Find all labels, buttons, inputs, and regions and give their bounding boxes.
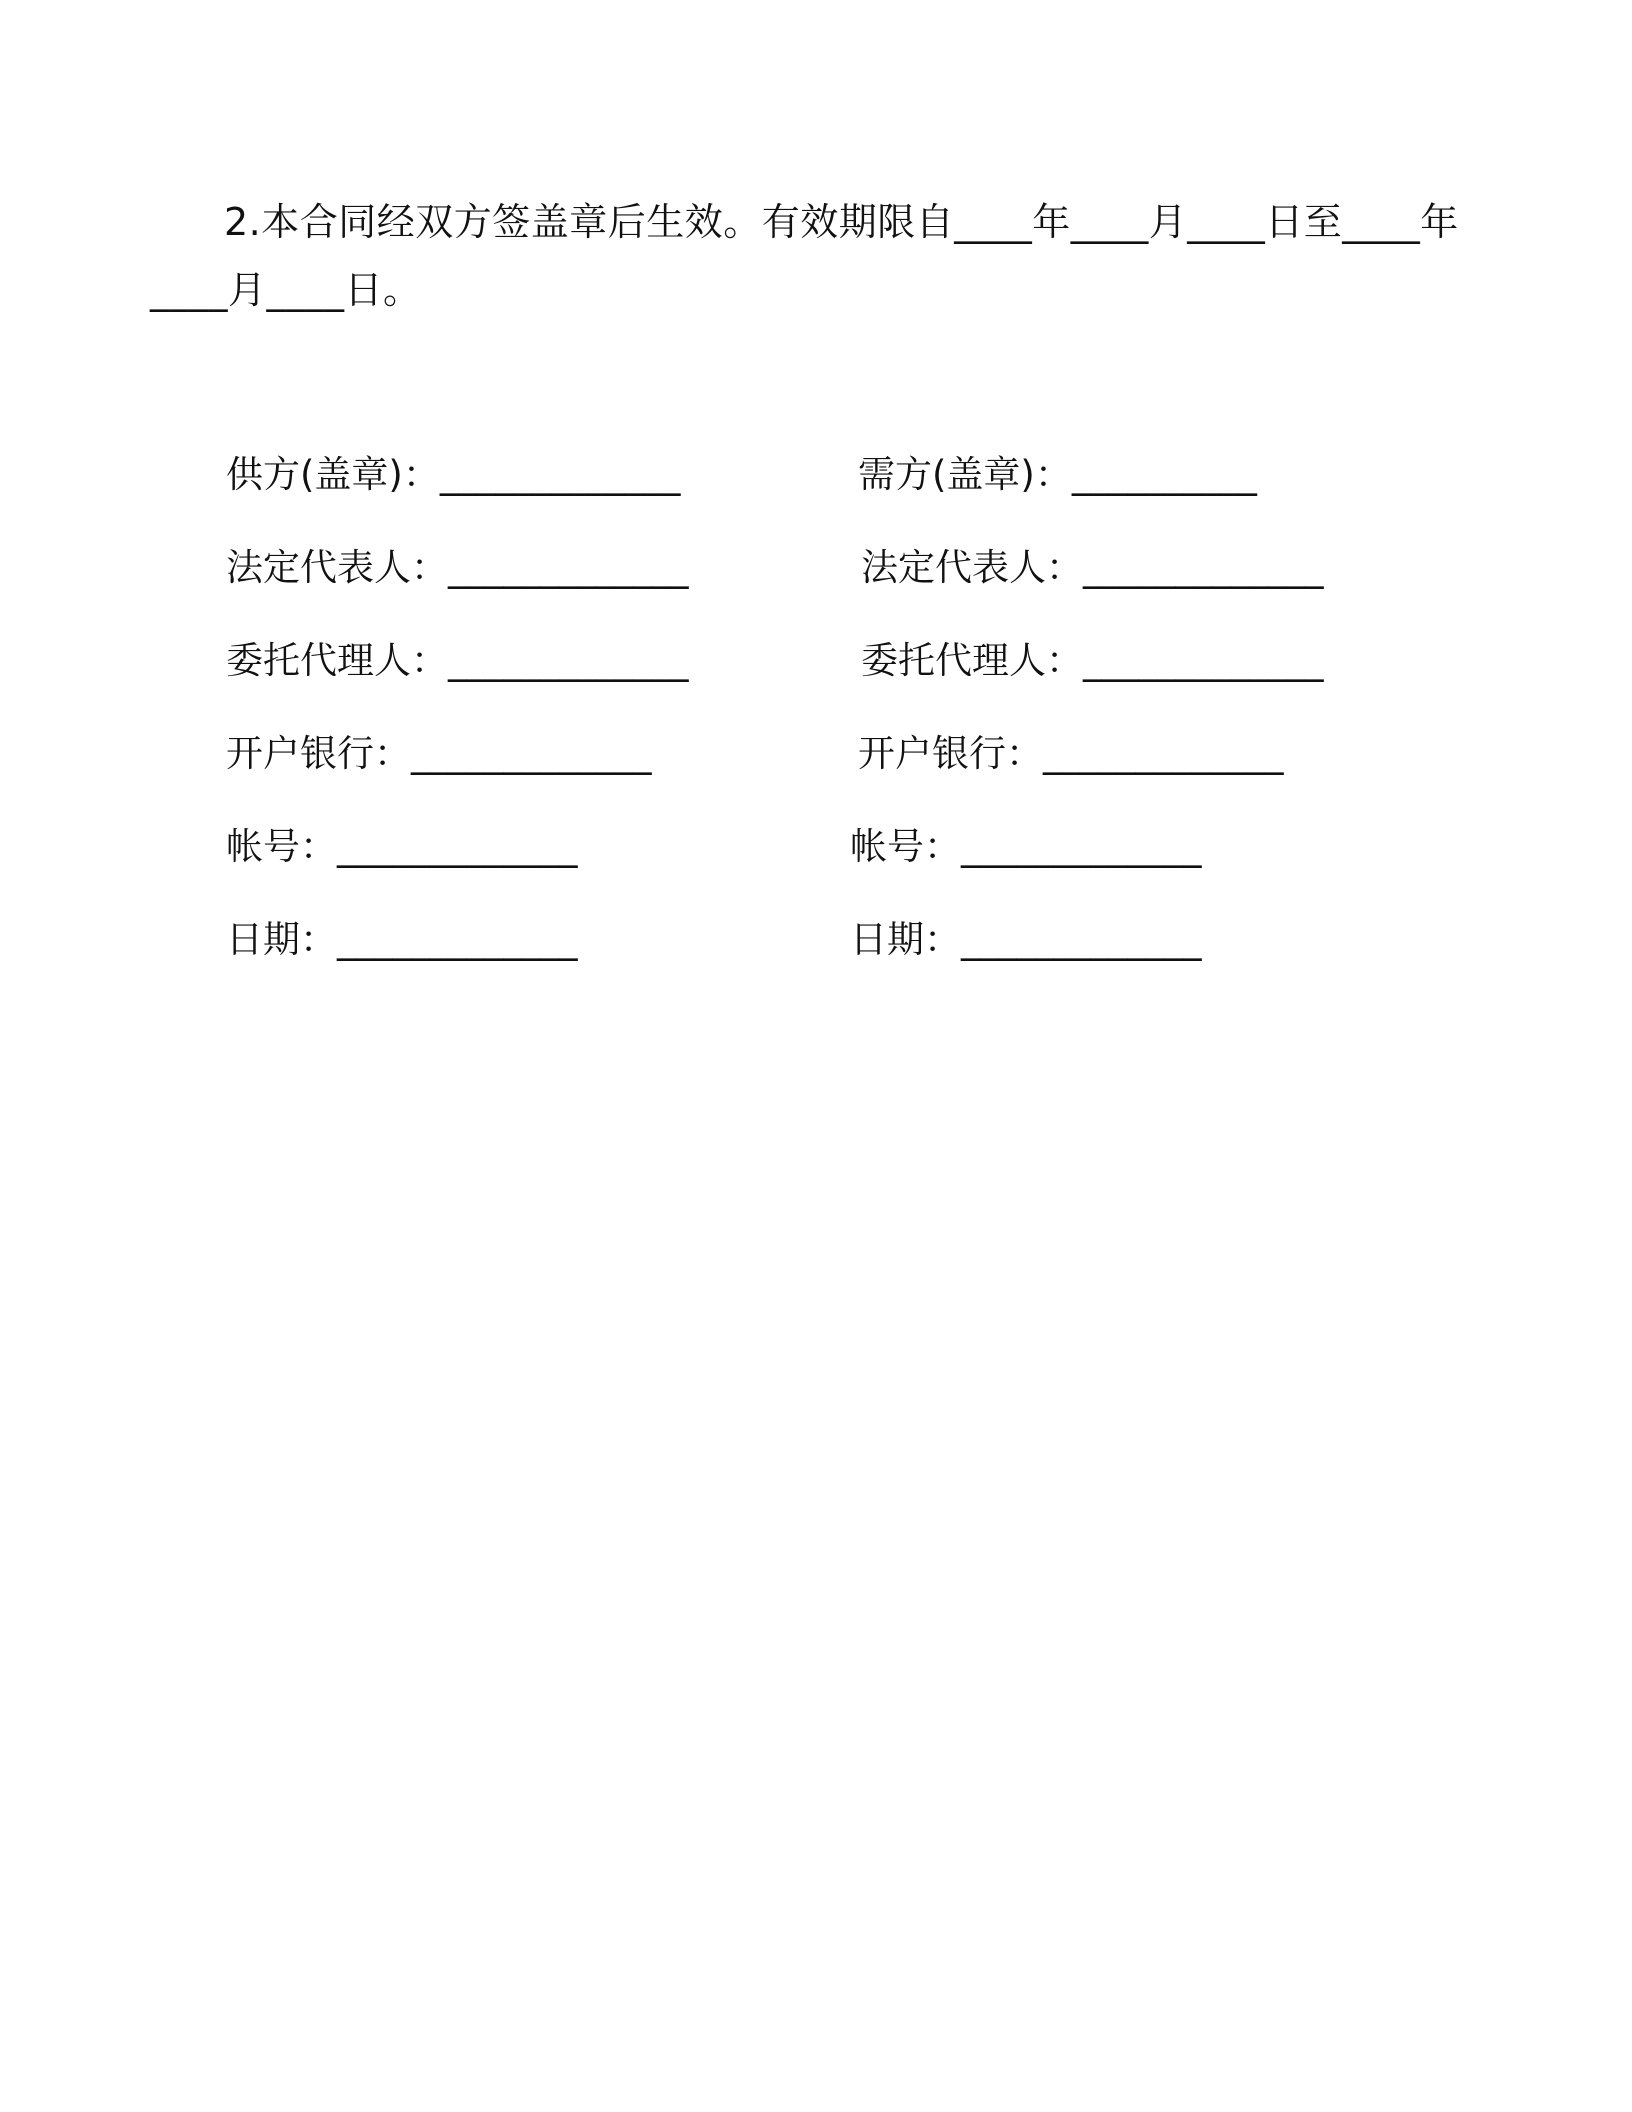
supplier-date-field: 日期：_____________ — [226, 918, 578, 961]
supplier-agent-field: 委托代理人：_____________ — [226, 639, 689, 682]
buyer-account-field: 帐号：_____________ — [850, 825, 1202, 868]
buyer-seal-field: 需方(盖章)：__________ — [858, 453, 1257, 496]
buyer-date-field: 日期：_____________ — [850, 918, 1202, 961]
supplier-seal-field: 供方(盖章)：_____________ — [226, 453, 681, 496]
buyer-bank-field: 开户银行：_____________ — [858, 732, 1284, 775]
buyer-legal-rep-field: 法定代表人：_____________ — [861, 546, 1324, 589]
buyer-agent-field: 委托代理人：_____________ — [861, 639, 1324, 682]
validity-clause: 2.本合同经双方签盖章后生效。有效期限自____年____月____日至____年____月____日。 — [150, 200, 1459, 312]
supplier-legal-rep-field: 法定代表人：_____________ — [226, 546, 689, 589]
supplier-bank-field: 开户银行：_____________ — [226, 732, 652, 775]
supplier-account-field: 帐号：_____________ — [226, 825, 578, 868]
